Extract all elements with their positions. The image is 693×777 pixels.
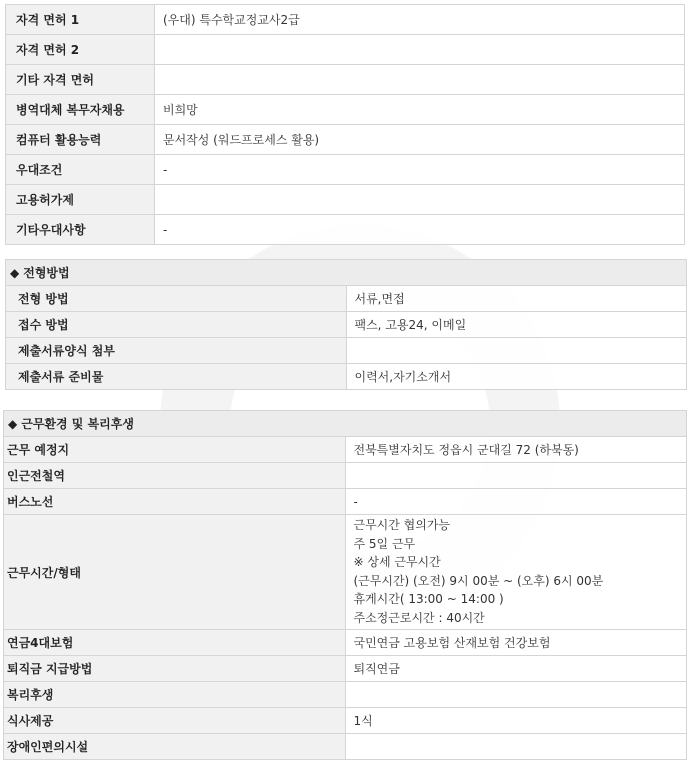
row-value: 팩스, 고용24, 이메일 <box>346 312 687 338</box>
row-label: 버스노선 <box>4 489 346 515</box>
table-row <box>4 656 687 682</box>
table-row <box>6 215 685 245</box>
work-hours-line: 휴게시간( 13:00 ~ 14:00 ) <box>353 592 504 606</box>
row-value <box>345 463 687 489</box>
row-label: 전형 방법 <box>6 286 347 312</box>
table-row <box>4 734 687 760</box>
welfare-table <box>3 410 687 760</box>
table-row <box>6 364 687 390</box>
table-row <box>4 630 687 656</box>
work-hours-line: (근무시간) (오전) 9시 00분 ~ (오후) 6시 00분 <box>353 573 604 588</box>
row-value <box>345 682 687 708</box>
table-row <box>4 437 687 463</box>
row-label: 인근전철역 <box>4 463 346 489</box>
row-label: 연금4대보험 <box>4 630 346 656</box>
table-row <box>6 155 685 185</box>
section-header <box>4 411 687 437</box>
section-header <box>6 260 687 286</box>
table-row <box>6 95 685 125</box>
row-value <box>155 185 685 215</box>
row-value <box>346 338 687 364</box>
table-row <box>6 312 687 338</box>
work-hours-line: ※ 상세 근무시간 <box>353 555 441 569</box>
row-label: 식사제공 <box>4 708 346 734</box>
row-value: 퇴직연금 <box>345 656 687 682</box>
row-label: 고용허가제 <box>6 185 155 215</box>
work-hours-line: 근무시간 협의가능 <box>353 518 451 532</box>
table-row <box>6 185 685 215</box>
table-row <box>6 338 687 364</box>
row-value: - <box>155 215 685 245</box>
section-title: 전형방법 <box>23 266 70 280</box>
section-title: 근무환경 및 복리후생 <box>21 417 134 431</box>
work-hours-line: 주소정근로시간 : 40시간 <box>353 610 485 625</box>
section-title-cell <box>6 260 687 286</box>
row-value: - <box>345 489 687 515</box>
row-label: 퇴직금 지급방법 <box>4 656 346 682</box>
row-value: 국민연금 고용보험 산재보험 건강보험 <box>345 630 687 656</box>
table-row <box>4 708 687 734</box>
work-hours-value <box>345 515 687 630</box>
section-title-cell <box>4 411 687 437</box>
row-label: 컴퓨터 활용능력 <box>6 125 155 155</box>
row-label: 자격 면허 2 <box>6 35 155 65</box>
row-label: 제출서류양식 첨부 <box>6 338 347 364</box>
table-row <box>4 515 687 630</box>
row-value <box>155 35 685 65</box>
row-value: 1식 <box>345 708 687 734</box>
row-label: 근무시간/형태 <box>4 515 346 630</box>
qualification-table <box>5 4 685 245</box>
table-row <box>6 286 687 312</box>
row-label: 자격 면허 1 <box>6 5 155 35</box>
row-label: 접수 방법 <box>6 312 347 338</box>
row-label: 우대조건 <box>6 155 155 185</box>
row-value: 서류,면접 <box>346 286 687 312</box>
row-label: 병역대체 복무자채용 <box>6 95 155 125</box>
row-label: 장애인편의시설 <box>4 734 346 760</box>
table-row <box>6 65 685 95</box>
table-row <box>4 489 687 515</box>
row-value: 문서작성 (워드프로세스 활용) <box>155 125 685 155</box>
row-value: (우대) 특수학교정교사2급 <box>155 5 685 35</box>
row-label: 근무 예정지 <box>4 437 346 463</box>
table-row <box>4 463 687 489</box>
table-row <box>6 125 685 155</box>
diamond-bullet-icon: ◆ <box>10 266 20 280</box>
row-label: 복리후생 <box>4 682 346 708</box>
work-location-value: 전북특별자치도 정읍시 군대길 72 (하북동) <box>345 437 687 463</box>
row-value: 비희망 <box>155 95 685 125</box>
row-value <box>155 65 685 95</box>
table-row <box>6 5 685 35</box>
row-label: 기타우대사항 <box>6 215 155 245</box>
row-label: 기타 자격 면허 <box>6 65 155 95</box>
row-label: 제출서류 준비물 <box>6 364 347 390</box>
selection-table <box>5 259 687 390</box>
diamond-bullet-icon: ◆ <box>8 417 18 431</box>
table-row <box>6 35 685 65</box>
row-value <box>345 734 687 760</box>
table-row <box>4 682 687 708</box>
work-hours-line: 주 5일 근무 <box>353 536 416 551</box>
row-value: 이력서,자기소개서 <box>346 364 687 390</box>
row-value: - <box>155 155 685 185</box>
